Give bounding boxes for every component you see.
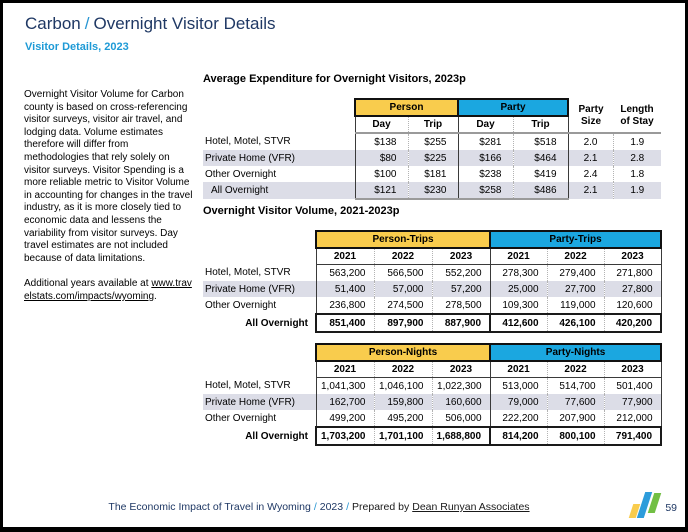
party-group-header: Party bbox=[458, 99, 568, 116]
total-cell: 791,400 bbox=[604, 427, 661, 445]
spacer-cell bbox=[203, 116, 355, 133]
group-header-row bbox=[203, 231, 661, 248]
data-cell: 506,000 bbox=[432, 410, 490, 427]
data-cell: 566,500 bbox=[374, 265, 432, 282]
party-nights-header: Party-Nights bbox=[490, 344, 661, 361]
data-cell: 109,300 bbox=[490, 297, 547, 314]
year-header: 2022 bbox=[547, 361, 604, 378]
data-cell: $464 bbox=[513, 150, 568, 166]
data-cell: 159,800 bbox=[374, 394, 432, 410]
row-label: Private Home (VFR) bbox=[203, 150, 355, 166]
year-header: 2023 bbox=[604, 248, 661, 265]
page-title bbox=[25, 14, 276, 34]
data-cell: 271,800 bbox=[604, 265, 661, 282]
table-row bbox=[203, 394, 661, 410]
row-label: Other Overnight bbox=[205, 300, 277, 311]
year-header: 2023 bbox=[432, 248, 490, 265]
data-cell: $255 bbox=[408, 133, 458, 150]
expenditure-table bbox=[203, 98, 661, 200]
total-row-label: All Overnight bbox=[245, 430, 308, 442]
data-cell: $181 bbox=[408, 166, 458, 182]
length-of-stay-header: Length of Stay bbox=[613, 99, 661, 133]
data-cell: 77,600 bbox=[547, 394, 604, 410]
data-cell: 27,800 bbox=[604, 281, 661, 297]
data-cell: 2.1 bbox=[568, 150, 613, 166]
data-cell: 1.9 bbox=[613, 182, 661, 199]
spacer-cell bbox=[203, 99, 355, 116]
data-cell: 513,000 bbox=[490, 378, 547, 395]
table-row bbox=[203, 281, 661, 297]
data-cell: 79,000 bbox=[490, 394, 547, 410]
data-cell: 279,400 bbox=[547, 265, 604, 282]
data-cell: 274,500 bbox=[374, 297, 432, 314]
column-header: Day bbox=[458, 116, 513, 133]
data-cell: 2.0 bbox=[583, 136, 598, 148]
data-cell: 1,046,100 bbox=[374, 378, 432, 395]
data-cell: 1,022,300 bbox=[432, 378, 490, 395]
data-cell: 25,000 bbox=[490, 281, 547, 297]
year-header: 2022 bbox=[374, 248, 432, 265]
year-header: 2022 bbox=[374, 361, 432, 378]
volume-section bbox=[203, 205, 661, 446]
total-cell: 1,703,200 bbox=[316, 427, 374, 445]
table-row bbox=[203, 150, 661, 166]
spacer-cell bbox=[203, 231, 316, 248]
data-cell: 57,200 bbox=[432, 281, 490, 297]
data-cell: 119,000 bbox=[547, 297, 604, 314]
volume-section-title: Overnight Visitor Volume, 2021-2023p bbox=[203, 205, 400, 217]
expenditure-table-title: Average Expenditure for Overnight Visitors, 2023p bbox=[203, 73, 466, 85]
year-header: 2021 bbox=[490, 361, 547, 378]
data-cell: $80 bbox=[355, 150, 408, 166]
total-cell: 426,100 bbox=[547, 314, 604, 332]
data-cell: $518 bbox=[513, 133, 568, 150]
table-row bbox=[203, 265, 661, 282]
data-cell: 236,800 bbox=[316, 297, 374, 314]
data-cell: 57,000 bbox=[374, 281, 432, 297]
page-header bbox=[25, 14, 276, 53]
data-cell: 27,700 bbox=[547, 281, 604, 297]
person-nights-header: Person-Nights bbox=[316, 344, 490, 361]
data-cell: 2.8 bbox=[613, 150, 661, 166]
data-cell: 552,200 bbox=[432, 265, 490, 282]
person-group-header: Person bbox=[355, 99, 458, 116]
footer bbox=[3, 501, 635, 513]
data-cell: 278,300 bbox=[490, 265, 547, 282]
spacer-cell bbox=[203, 361, 316, 378]
total-cell: 412,600 bbox=[490, 314, 547, 332]
table-row bbox=[203, 297, 661, 314]
total-cell: 897,900 bbox=[374, 314, 432, 332]
footer-prepared-by: Prepared by bbox=[352, 501, 410, 513]
data-cell: 1,041,300 bbox=[316, 378, 374, 395]
data-cell: 501,400 bbox=[604, 378, 661, 395]
footer-year: 2023 bbox=[319, 501, 344, 513]
data-cell: 1.9 bbox=[613, 133, 661, 150]
total-cell: 887,900 bbox=[432, 314, 490, 332]
table-row-total bbox=[203, 427, 661, 445]
data-cell: 162,700 bbox=[316, 394, 374, 410]
year-header-row bbox=[203, 248, 661, 265]
table-row bbox=[203, 166, 661, 182]
footer-separator: / bbox=[346, 501, 350, 513]
trips-table bbox=[203, 230, 662, 333]
table-row bbox=[203, 410, 661, 427]
data-cell: $258 bbox=[458, 182, 513, 199]
data-cell: 120,600 bbox=[604, 297, 661, 314]
data-cell: $238 bbox=[458, 166, 513, 182]
dean-runyan-logo-icon bbox=[631, 492, 658, 518]
total-cell: 800,100 bbox=[547, 427, 604, 445]
year-header: 2023 bbox=[604, 361, 661, 378]
total-cell: 1,701,100 bbox=[374, 427, 432, 445]
travelstats-link[interactable]: www.travelstats.com/impacts/wyoming bbox=[24, 278, 192, 302]
data-cell: $121 bbox=[355, 182, 408, 199]
table-row-total bbox=[203, 314, 661, 332]
methodology-note: Overnight Visitor Volume for Carbon county is based on cross-referencing visitor surveys, visitor air travel, and lodging data. Volume estimates therefore will differ from methodologies that rely solely on visitor surveys. Visitor Spending is a more reliable metric to Visitor Volume in accounting for changes in the travel industry, as it is more closely tied to economic data and lessens the variability from visitor surveys. Day travel estimates are not included because of data limitations. bbox=[24, 89, 193, 264]
page-subtitle: Visitor Details, 2023 bbox=[25, 41, 129, 53]
row-label: Hotel, Motel, STVR bbox=[205, 267, 291, 279]
row-label: Private Home (VFR) bbox=[203, 394, 316, 410]
title-separator: / bbox=[84, 14, 90, 33]
year-header: 2021 bbox=[316, 361, 374, 378]
spacer-cell bbox=[203, 248, 316, 265]
row-label: Private Home (VFR) bbox=[203, 281, 316, 297]
page-title-topic: Overnight Visitor Details bbox=[93, 14, 276, 33]
total-row-label: All Overnight bbox=[245, 317, 308, 329]
data-cell: 278,500 bbox=[432, 297, 490, 314]
nights-table bbox=[203, 343, 662, 446]
data-cell: 495,200 bbox=[374, 410, 432, 427]
data-cell: $138 bbox=[355, 133, 408, 150]
group-header-row bbox=[203, 99, 661, 116]
column-header: Trip bbox=[408, 116, 458, 133]
group-header-row bbox=[203, 344, 661, 361]
data-cell: $486 bbox=[513, 182, 568, 199]
sidebar-note bbox=[24, 79, 195, 314]
page-number: 59 bbox=[665, 502, 677, 514]
data-cell: 2.4 bbox=[583, 168, 598, 180]
data-cell: 212,000 bbox=[604, 410, 661, 427]
data-cell: 2.1 bbox=[568, 182, 613, 199]
row-label: All Overnight bbox=[203, 182, 355, 199]
total-cell: 851,400 bbox=[316, 314, 374, 332]
column-header: Trip bbox=[513, 116, 568, 133]
row-label: Hotel, Motel, STVR bbox=[205, 136, 291, 147]
expenditure-section bbox=[203, 73, 661, 200]
data-cell: 514,700 bbox=[547, 378, 604, 395]
row-label: Other Overnight bbox=[205, 413, 277, 424]
data-cell: $100 bbox=[355, 166, 408, 182]
year-header: 2022 bbox=[547, 248, 604, 265]
page-title-county: Carbon bbox=[25, 14, 81, 33]
data-cell: 160,600 bbox=[432, 394, 490, 410]
data-cell: 77,900 bbox=[604, 394, 661, 410]
data-cell: $230 bbox=[408, 182, 458, 199]
data-cell: $225 bbox=[408, 150, 458, 166]
table-row-total bbox=[203, 182, 661, 199]
column-header: Day bbox=[355, 116, 408, 133]
additional-years-note bbox=[24, 278, 195, 303]
table-row bbox=[203, 378, 661, 395]
data-cell: 1.8 bbox=[613, 166, 661, 182]
year-header-row bbox=[203, 361, 661, 378]
party-size-header: Party Size bbox=[568, 99, 613, 133]
total-cell: 1,688,800 bbox=[432, 427, 490, 445]
footer-separator: / bbox=[313, 501, 317, 513]
data-cell: 222,200 bbox=[490, 410, 547, 427]
row-label: Hotel, Motel, STVR bbox=[205, 380, 291, 392]
table-row bbox=[203, 133, 661, 150]
data-cell: 499,200 bbox=[316, 410, 374, 427]
party-trips-header: Party-Trips bbox=[490, 231, 661, 248]
year-header: 2021 bbox=[316, 248, 374, 265]
data-cell: $166 bbox=[458, 150, 513, 166]
additional-years-text: Additional years available at bbox=[24, 278, 149, 290]
data-cell: 51,400 bbox=[316, 281, 374, 297]
person-trips-header: Person-Trips bbox=[316, 231, 490, 248]
year-header: 2023 bbox=[432, 361, 490, 378]
footer-report-title: The Economic Impact of Travel in Wyoming bbox=[108, 501, 311, 513]
data-cell: 563,200 bbox=[316, 265, 374, 282]
total-cell: 814,200 bbox=[490, 427, 547, 445]
total-cell: 420,200 bbox=[604, 314, 661, 332]
data-cell: $281 bbox=[458, 133, 513, 150]
row-label: Other Overnight bbox=[205, 168, 277, 180]
year-header: 2021 bbox=[490, 248, 547, 265]
dean-runyan-link[interactable]: Dean Runyan Associates bbox=[412, 501, 530, 513]
data-cell: $419 bbox=[513, 166, 568, 182]
data-cell: 207,900 bbox=[547, 410, 604, 427]
additional-years-suffix: . bbox=[154, 290, 157, 302]
spacer-cell bbox=[203, 344, 316, 361]
